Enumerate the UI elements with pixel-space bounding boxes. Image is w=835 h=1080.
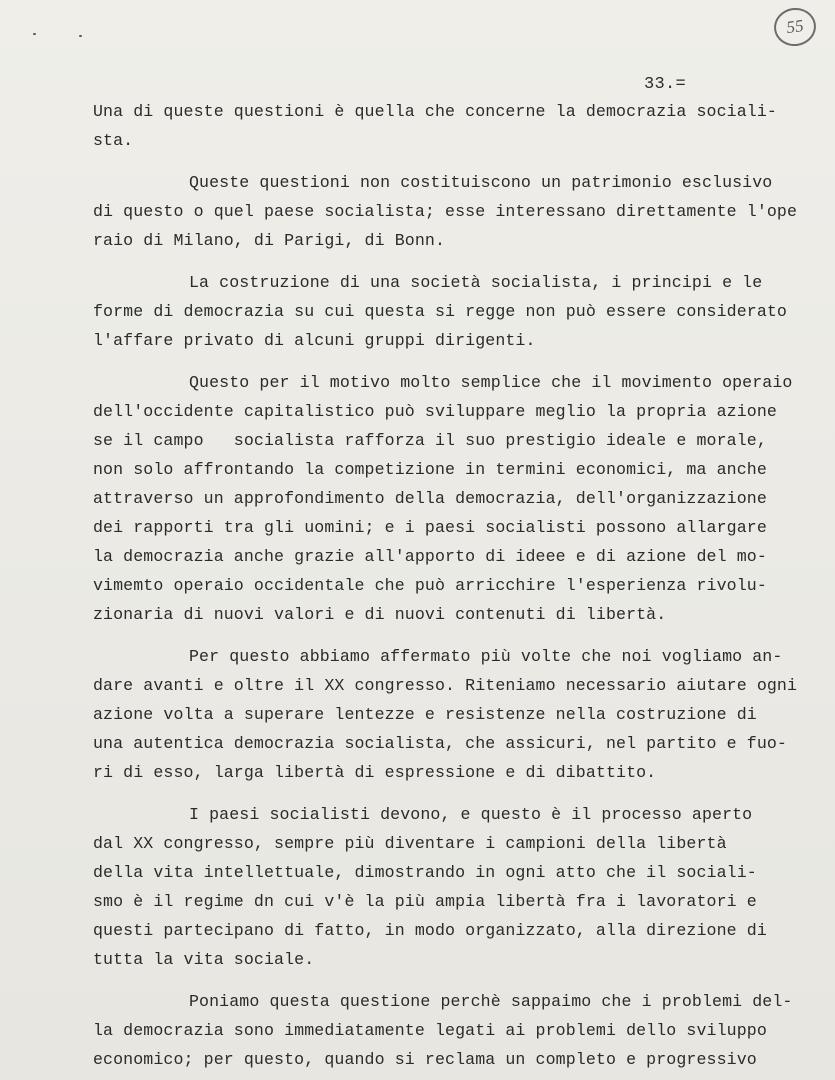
text-line: di questo o quel paese socialista; esse interessano direttamente l'ope (93, 202, 798, 221)
paragraph (93, 987, 793, 1074)
text-line: sta. (93, 131, 134, 150)
text-line: smo è il regime dn cui v'è la più ampia libertà fra i lavoratori e (93, 892, 757, 911)
text-line: l'affare privato di alcuni gruppi dirigenti. (93, 331, 536, 350)
text-line: una autentica democrazia socialista, che assicuri, nel partito e fuo- (93, 734, 787, 753)
text-line: forme di democrazia su cui questa si regge non può essere considerato (93, 302, 787, 321)
paragraph (93, 268, 793, 355)
page-number: 33.= (644, 75, 687, 94)
text-line: dal XX congresso, sempre più diventare i campioni della libertà (93, 834, 727, 853)
text-line: attraverso un approfondimento della democrazia, dell'organizzazione (93, 489, 767, 508)
paragraph (93, 800, 793, 974)
paragraph (93, 642, 798, 787)
text-line: la democrazia sono immediatamente legati ai problemi dello sviluppo (93, 1021, 767, 1040)
paragraph (93, 97, 793, 155)
text-line: se il campo socialista rafforza il suo prestigio ideale e morale, (93, 431, 767, 450)
text-line: vimemto operaio occidentale che può arricchire l'esperienza rivolu- (93, 576, 767, 595)
text-line: raio di Milano, di Parigi, di Bonn. (93, 231, 446, 250)
body-text (93, 97, 798, 1074)
text-line: la democrazia anche grazie all'apporto di ideee e di azione del mo- (93, 547, 767, 566)
text-line: economico; per questo, quando si reclama un completo e progressivo (93, 1050, 757, 1069)
text-line: della vita intellettuale, dimostrando in ogni atto che il sociali- (93, 863, 757, 882)
text-line: zionaria di nuovi valori e di nuovi contenuti di libertà. (93, 605, 667, 624)
text-line: non solo affrontando la competizione in termini economici, ma anche (93, 460, 767, 479)
text-line: dare avanti e oltre il XX congresso. Riteniamo necessario aiutare ogni (93, 676, 798, 695)
text-line: Una di queste questioni è quella che concerne la democrazia sociali- (93, 102, 777, 121)
paragraph (93, 368, 793, 629)
archive-stamp-number: 55 (785, 15, 805, 38)
text-line: La costruzione di una società socialista, i principi e le (189, 273, 763, 292)
paragraph (93, 168, 798, 255)
text-line: dell'occidente capitalistico può sviluppare meglio la propria azione (93, 402, 777, 421)
ink-speck (79, 35, 82, 37)
text-line: I paesi socialisti devono, e questo è il processo aperto (189, 805, 753, 824)
ink-speck (33, 33, 36, 35)
text-line: Questo per il motivo molto semplice che il movimento operaio (189, 373, 793, 392)
text-line: tutta la vita sociale. (93, 950, 315, 969)
archive-stamp (772, 5, 819, 48)
text-line: ri di esso, larga libertà di espressione e di dibattito. (93, 763, 657, 782)
text-line: Queste questioni non costituiscono un patrimonio esclusivo (189, 173, 773, 192)
text-line: dei rapporti tra gli uomini; e i paesi socialisti possono allargare (93, 518, 767, 537)
text-line: azione volta a superare lentezze e resistenze nella costruzione di (93, 705, 757, 724)
text-line: questi partecipano di fatto, in modo organizzato, alla direzione di (93, 921, 767, 940)
text-line: Poniamo questa questione perchè sappaimo che i problemi del- (189, 992, 793, 1011)
text-line: Per questo abbiamo affermato più volte che noi vogliamo an- (189, 647, 783, 666)
